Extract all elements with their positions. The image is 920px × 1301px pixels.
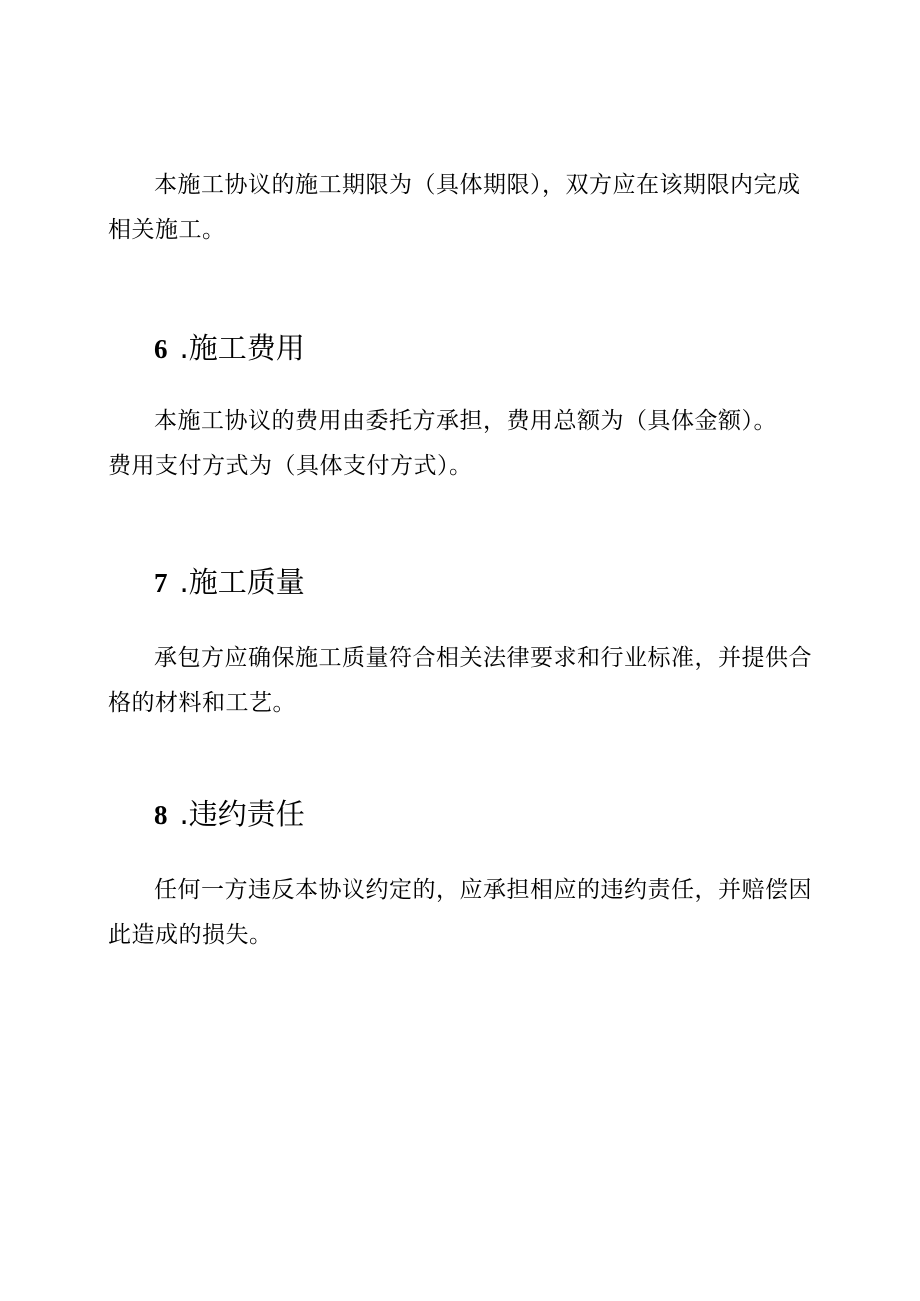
section-heading-6: [154, 328, 305, 369]
section-number: 7: [154, 568, 168, 598]
section-title: .施工费用: [179, 331, 305, 365]
section-heading-8: [154, 794, 305, 835]
section-title: .违约责任: [179, 797, 305, 831]
paragraph-construction-cost: 本施工协议的费用由委托方承担，费用总额为（具体金额）。费用支付方式为（具体支付方式）。: [108, 408, 777, 479]
paragraph-breach-liability: 任何一方违反本协议约定的，应承担相应的违约责任，并赔偿因此造成的损失。: [108, 877, 812, 948]
section-number: 8: [154, 800, 168, 830]
section-title: .施工质量: [179, 565, 305, 599]
section-heading-7: [154, 562, 305, 603]
paragraph-construction-quality: 承包方应确保施工质量符合相关法律要求和行业标准，并提供合格的材料和工艺。: [108, 645, 812, 716]
section-number: 6: [154, 334, 168, 364]
paragraph-construction-period: 本施工协议的施工期限为（具体期限），双方应在该期限内完成相关施工。: [108, 172, 801, 243]
